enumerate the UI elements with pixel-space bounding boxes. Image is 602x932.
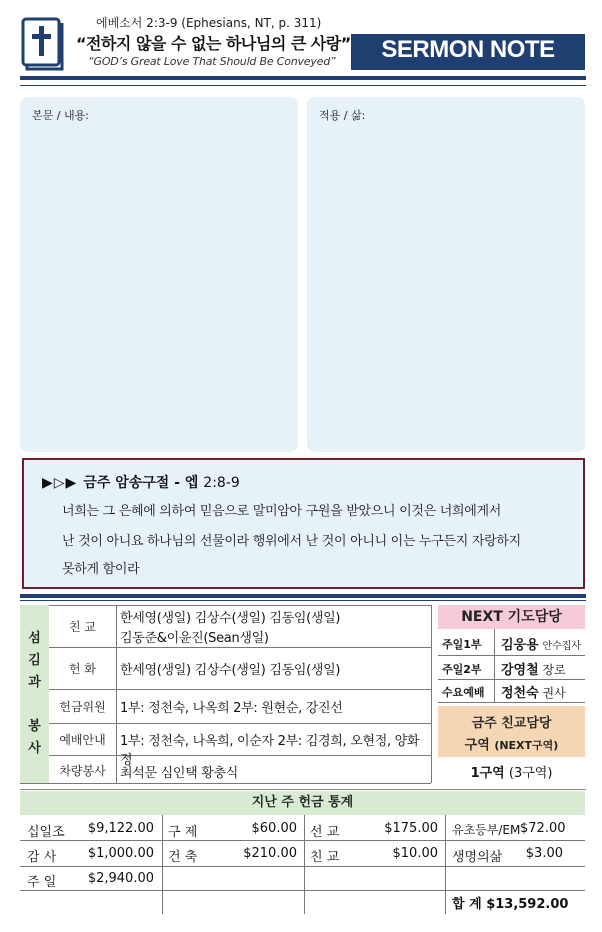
- offering-total: [452, 893, 568, 912]
- memory-verse-line: 너희는 그 은혜에 의하여 믿음으로 말미암아 구원을 받았으니 이것은 너희에게서: [62, 504, 502, 519]
- service-category: 예배안내: [49, 731, 116, 748]
- fellowship-next-label: (NEXT구역): [494, 739, 559, 752]
- prayer-person: [497, 682, 585, 701]
- table-border: [49, 605, 431, 606]
- side-char: 김: [28, 653, 41, 668]
- table-border: [20, 783, 431, 784]
- fellowship-title: 금주 친교담당: [471, 716, 552, 731]
- header-divider: [20, 76, 586, 80]
- offering-label: 감 사: [27, 850, 57, 865]
- offering-label: 친 교: [310, 850, 340, 865]
- application-note-label: 적용 / 삶:: [319, 109, 366, 122]
- offering-label: 구 제: [168, 825, 198, 840]
- service-value: 한세영(생일) 김상수(생일) 김동임(생일): [120, 611, 341, 626]
- scripture-reference: 에베소서 2:3-9 (Ephesians, NT, p. 311): [96, 16, 322, 30]
- fellowship-box: [438, 706, 585, 757]
- table-border: [49, 689, 431, 690]
- offering-amount: $72.00: [520, 821, 566, 836]
- play-arrows-icon: ▶▷▶: [42, 475, 78, 491]
- offering-label: 주 일: [27, 875, 57, 890]
- sermon-note-label: SERMON NOTE: [381, 36, 555, 63]
- offering-label: 십일조: [27, 825, 65, 840]
- content-note-box[interactable]: [20, 97, 298, 452]
- offering-total-amount: $13,592.00: [486, 897, 569, 912]
- service-category: 차량봉사: [49, 762, 116, 779]
- prayer-person: [497, 634, 585, 653]
- table-border: [162, 815, 163, 914]
- table-border: [304, 815, 305, 914]
- offering-label: 건 축: [168, 850, 198, 865]
- table-border: [438, 655, 585, 656]
- table-border: [20, 789, 586, 790]
- offering-amount: $9,122.00: [87, 821, 154, 836]
- header: [0, 0, 602, 80]
- section-divider: [20, 594, 586, 598]
- sermon-note-banner: [351, 34, 585, 70]
- offering-amount: $3.00: [525, 846, 563, 861]
- offering-amount: $2,940.00: [87, 871, 154, 886]
- memory-verse-line: 못하게 함이라: [62, 562, 140, 577]
- offering-total-label: 합 계: [452, 897, 482, 912]
- service-value: 김동준&이윤진(Sean생일): [120, 631, 269, 646]
- fellowship-subtitle: [438, 734, 585, 753]
- content-note-label: 본문 / 내용:: [32, 109, 89, 122]
- memory-verse-ref: 2:8-9: [203, 475, 240, 491]
- table-border: [445, 815, 446, 914]
- offering-label: 생명의삶: [452, 850, 503, 865]
- memory-verse-heading: 금주 암송구절 - 엡: [83, 475, 199, 491]
- fellowship-zone: [438, 762, 585, 781]
- table-border: [438, 679, 585, 680]
- fellowship-zone-label: 구역: [464, 738, 490, 753]
- offering-amount: $10.00: [392, 846, 438, 861]
- service-category: 헌금위원: [49, 698, 116, 715]
- side-char: 과: [28, 675, 41, 690]
- table-border: [431, 605, 432, 783]
- table-border: [494, 629, 495, 702]
- memory-verse-line: 난 것이 아니요 하나님의 선물이라 행위에서 난 것이 아니니 이는 누구든지 자랑하지: [62, 534, 521, 549]
- sermon-title-english: “GOD’s Great Love That Should Be Conveyed”: [88, 55, 336, 68]
- sermon-title: “전하지 않을 수 없는 하나님의 큰 사랑”: [76, 34, 351, 53]
- prayer-person: [497, 659, 585, 678]
- memory-verse-box: [22, 458, 585, 589]
- offering-header: 지난 주 헌금 통계: [20, 791, 585, 815]
- table-border: [438, 702, 585, 703]
- service-value: 최석문 심인택 황충식: [120, 766, 238, 781]
- prayer-name: 정천숙: [501, 686, 539, 701]
- prayer-title: 안수집사: [542, 641, 582, 652]
- service-category: 헌 화: [49, 660, 116, 677]
- table-border: [49, 723, 431, 724]
- side-char: 섬: [28, 631, 41, 646]
- memory-verse-title: [42, 472, 240, 492]
- prayer-title: 장로: [542, 663, 566, 677]
- service-value: 한세영(생일) 김상수(생일) 김동임(생일): [120, 663, 341, 678]
- offering-label: 유초등부/EM: [452, 823, 521, 837]
- side-char: 사: [28, 741, 41, 756]
- offering-amount: $1,000.00: [87, 846, 154, 861]
- service-value: 1부: 정천숙, 나옥희 2부: 원현순, 강진선: [120, 701, 343, 716]
- table-border: [49, 647, 431, 648]
- service-side-label: [20, 605, 49, 783]
- header-divider-thin: [20, 85, 586, 86]
- table-border: [20, 890, 585, 891]
- offering-amount: $175.00: [384, 821, 438, 836]
- prayer-title: 권사: [542, 686, 566, 700]
- offering-amount: $210.00: [243, 846, 297, 861]
- application-note-box[interactable]: [307, 97, 585, 452]
- current-zone: 1구역: [470, 766, 505, 781]
- side-char: 봉: [28, 719, 41, 734]
- table-border: [20, 866, 585, 867]
- table-border: [20, 840, 585, 841]
- offering-amount: $60.00: [251, 821, 297, 836]
- section-divider-thin: [20, 600, 586, 601]
- next-prayer-header: NEXT 기도담당: [438, 605, 585, 629]
- prayer-role: 주일2부: [442, 663, 482, 676]
- prayer-name: 김웅용: [501, 638, 539, 653]
- next-zone: (3구역): [508, 766, 553, 781]
- prayer-name: 강영철: [501, 663, 539, 678]
- service-category: 친 교: [49, 618, 116, 635]
- prayer-role: 수요예배: [442, 686, 485, 699]
- prayer-role: 주일1부: [442, 638, 482, 651]
- bible-icon: [20, 16, 66, 72]
- service-value: 1부: 정천숙, 나옥희, 이순자 2부: 김경희, 오현정, 양화정: [120, 734, 420, 768]
- offering-label: 선 교: [310, 825, 340, 840]
